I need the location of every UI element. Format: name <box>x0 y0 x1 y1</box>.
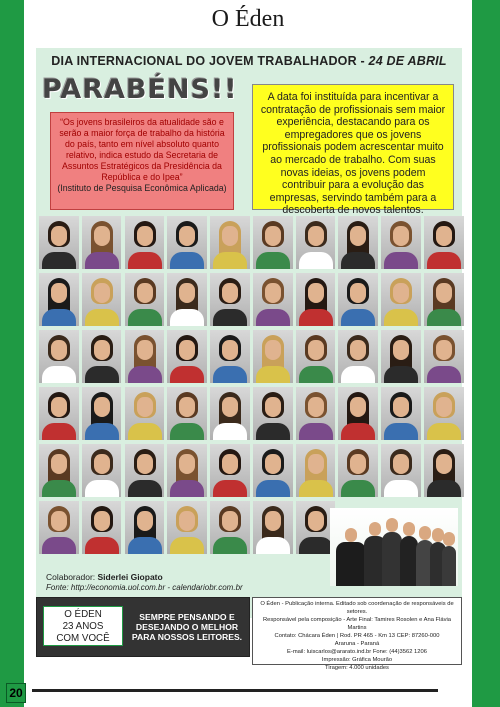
portrait-photo <box>424 273 464 326</box>
portrait-photo <box>296 273 336 326</box>
portrait-photo <box>82 444 122 497</box>
portrait-photo <box>39 216 79 269</box>
quote-text: “Os jovens brasileiros da atualidade são e serão a maior força de trabalho da história do país, tanto em nível absoluto quanto relativo, indica estudo da Secretaria de Assuntos Estratégicos da Presidência da República e do Ipea” <box>59 117 225 182</box>
info-line-6: Impressão: Gráfica Mourão <box>321 657 393 663</box>
info-line-1: O Éden - Publicação interna. Editado sob coordenação de responsáveis de setores. <box>260 601 454 615</box>
info-line-2: Responsável pela composição - Arte Final: Tamires Rosolen e Ana Flávia Martins <box>262 617 452 631</box>
portrait-photo <box>338 330 378 383</box>
left-green-band <box>0 0 24 707</box>
portrait-photo <box>167 501 207 554</box>
article-panel <box>36 48 462 618</box>
ad-slogan: SEMPRE PENSANDO E DESEJANDO O MELHOR PARA NOSSOS LEITORES. <box>131 612 243 642</box>
source-line: Fonte: http://economia.uol.com.br - calendariobr.com.br <box>46 583 243 592</box>
portrait-photo <box>424 444 464 497</box>
portrait-photo <box>210 444 250 497</box>
collaborator-name: Siderlei Giopato <box>97 572 163 582</box>
collaborator-line <box>46 572 163 582</box>
portrait-photo <box>167 216 207 269</box>
portrait-photo <box>125 216 165 269</box>
portrait-photo <box>210 216 250 269</box>
group-person <box>442 546 456 586</box>
badge-line: 23 ANOS <box>62 621 104 632</box>
portrait-photo <box>82 273 122 326</box>
headline-text: DIA INTERNACIONAL DO JOVEM TRABALHADOR - <box>51 54 365 68</box>
portrait-photo <box>253 216 293 269</box>
footer-rule <box>32 689 438 692</box>
portrait-photo <box>253 501 293 554</box>
portrait-photo <box>125 273 165 326</box>
portrait-photo <box>39 330 79 383</box>
badge-line: O ÉDEN <box>64 609 102 620</box>
article-headline <box>36 54 462 68</box>
info-line-7: Tiragem: 4.000 unidades <box>325 665 389 671</box>
portrait-photo <box>125 330 165 383</box>
portrait-photo <box>82 387 122 440</box>
portrait-photo <box>39 273 79 326</box>
page-number: 20 <box>6 683 26 703</box>
publication-info <box>252 597 462 671</box>
portrait-photo <box>210 330 250 383</box>
portrait-photo <box>381 273 421 326</box>
info-line-3: Contato: Chácara Éden | Rod. PR 465 - Km 13 CEP: 87260-000 <box>274 633 440 639</box>
portrait-photo <box>424 216 464 269</box>
portrait-photo <box>296 216 336 269</box>
portrait-photo <box>381 387 421 440</box>
portrait-photo <box>82 330 122 383</box>
collaborator-label: Colaborador: <box>46 572 96 582</box>
portrait-photo <box>253 330 293 383</box>
portrait-photo <box>338 387 378 440</box>
portrait-photo <box>253 444 293 497</box>
portrait-photo <box>381 444 421 497</box>
portrait-photo <box>210 501 250 554</box>
portrait-photo <box>125 501 165 554</box>
portrait-photo <box>381 330 421 383</box>
portrait-photo <box>210 387 250 440</box>
portrait-photo <box>424 387 464 440</box>
portrait-photo <box>338 216 378 269</box>
anniversary-badge <box>43 606 123 646</box>
headline-date: 24 DE ABRIL <box>368 54 447 68</box>
portrait-photo <box>167 330 207 383</box>
group-person <box>336 542 366 586</box>
portrait-photo <box>167 444 207 497</box>
group-person <box>382 532 402 586</box>
portrait-photo <box>39 444 79 497</box>
info-highlight-box: A data foi instituída para incentivar a contratação de profissionais sem maior experiência, destacando para os empregadores que os jovens profissionais podem acrescentar muito ao mercado de trabalho. Com suas novas ideias, os jovens podem contribuir para a evolução das empresas, servindo também para a descoberta de novos talentos. <box>252 84 454 210</box>
anniversary-ad <box>36 597 250 657</box>
page <box>24 0 472 707</box>
portrait-photo <box>381 216 421 269</box>
portrait-photo <box>253 273 293 326</box>
portrait-photo <box>424 330 464 383</box>
magazine-title: O Éden <box>211 6 285 32</box>
portrait-photo <box>82 216 122 269</box>
portrait-photo <box>338 273 378 326</box>
badge-line: COM VOCÊ <box>56 633 110 644</box>
portrait-photo <box>296 444 336 497</box>
portrait-photo <box>167 387 207 440</box>
info-line-5: E-mail: luiscarlos@ararato.ind.br Fone: (44)3562 1206 <box>287 649 427 655</box>
portrait-photo <box>39 387 79 440</box>
quote-source: (Instituto de Pesquisa Econômica Aplicada) <box>57 183 227 193</box>
portrait-photo <box>210 273 250 326</box>
portrait-photo <box>338 444 378 497</box>
congratulations-banner: PARABÉNS!! <box>42 74 238 105</box>
quote-box <box>50 112 234 210</box>
portrait-photo <box>39 501 79 554</box>
portrait-photo <box>167 273 207 326</box>
group-photo <box>330 508 458 586</box>
portrait-photo <box>296 330 336 383</box>
right-green-band <box>472 0 500 707</box>
info-line-4: Araruna - Paraná <box>334 641 380 647</box>
portrait-photo <box>253 387 293 440</box>
portrait-grid <box>36 216 462 554</box>
portrait-photo <box>125 444 165 497</box>
portrait-photo <box>125 387 165 440</box>
portrait-photo <box>82 501 122 554</box>
portrait-photo <box>296 387 336 440</box>
